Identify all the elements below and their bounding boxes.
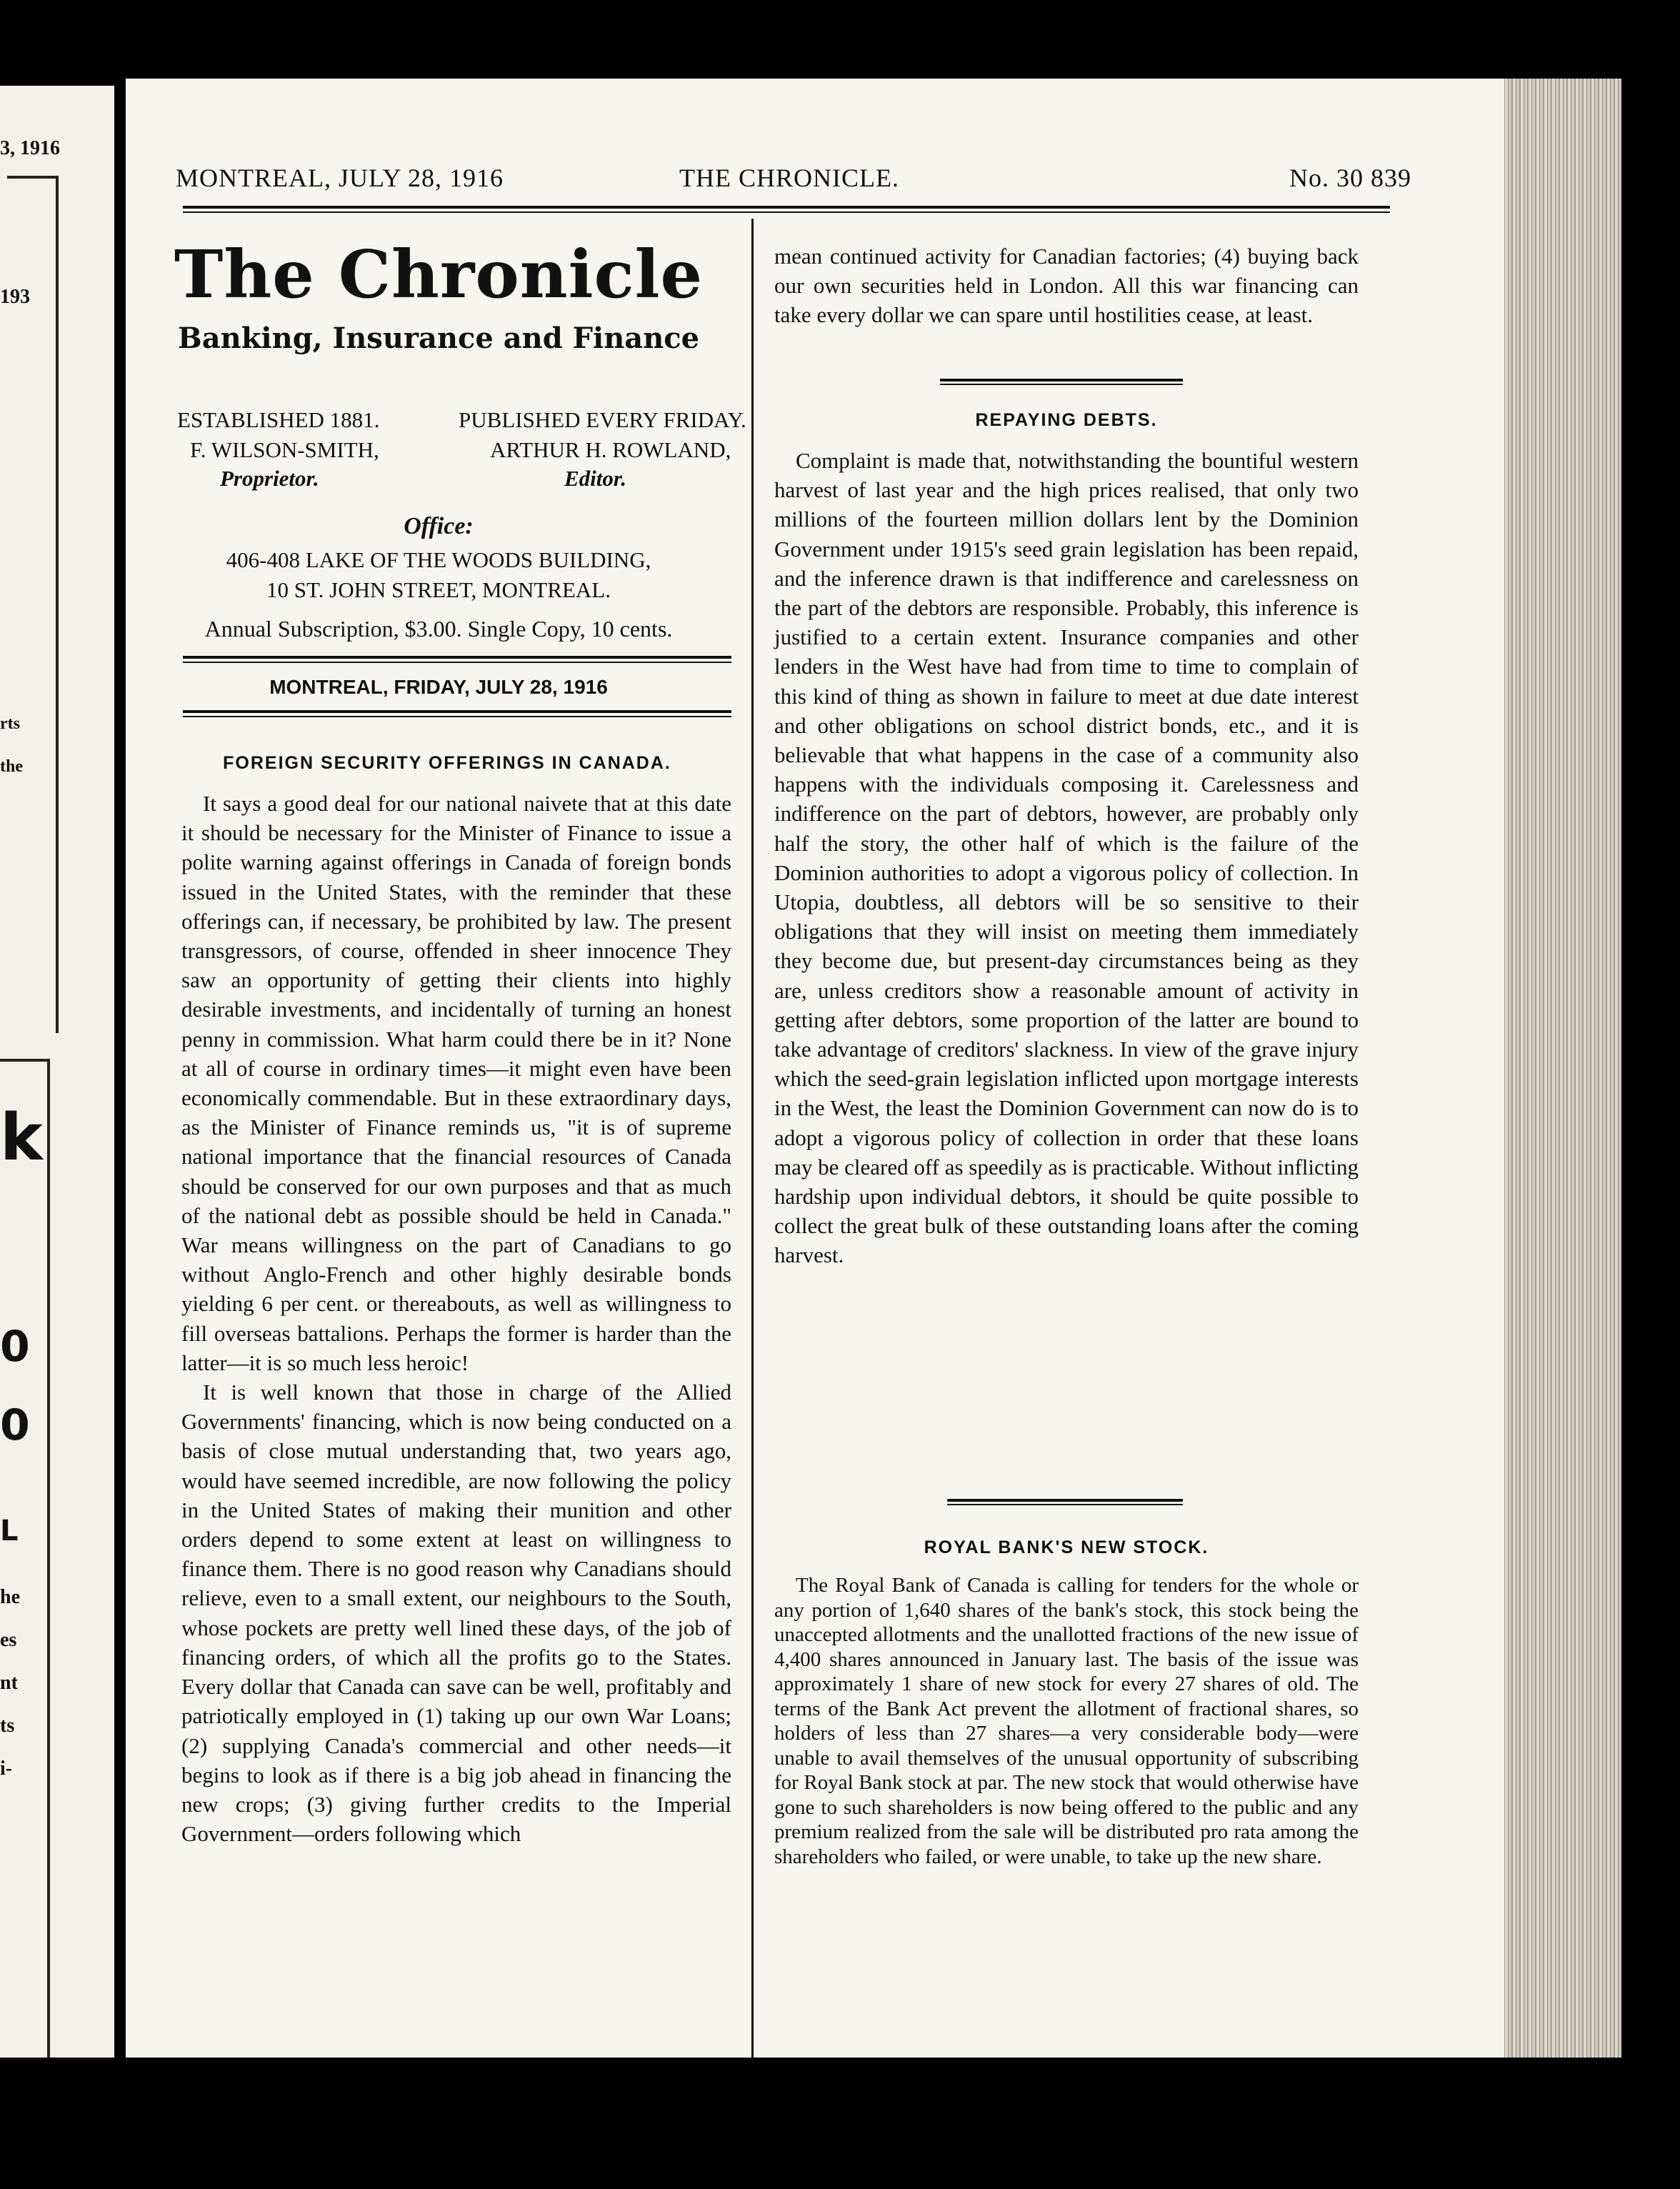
left-page-text: i- [0, 1757, 13, 1780]
proprietor-name: F. WILSON-SMITH, [190, 437, 379, 462]
paragraph: The Royal Bank of Canada is calling for tenders for the whole or any portion of 1,640 shares of the bank's stock, this stock being the unaccepted allotments and the unallotted fractions of the new issue of 4,400 shares announced in January last. The basis of the issue was approximately 1 share of new stock for every 27 shares of old. The terms of the Bank Act prevent the allotment of fractional shares, so holders of less than 27 shares—a very considerable body—were unable to avail themselves of the unusual opportunity of subscribing for Royal Bank stock at par. The new stock that would otherwise have gone to such shareholders is now being offered to the public and any premium realized from the sale will be distributed pro rata among the shareholders who failed, or were unable, to take up the new share. [774, 1574, 1359, 1868]
running-head [176, 163, 1411, 199]
dateline-rule [183, 710, 731, 717]
article-body-foreign-security [181, 789, 731, 1848]
paragraph: It is well known that those in charge of the Allied Governments' financing, which is now being conducted on a basis of close mutual understanding that, two years ago, would have seemed incredible, are now following the policy in the United States of making their munition and other orders depend to some extent at least on willingness to finance them. There is no good reason why Canadians should relieve, even to a small extent, our neighbours to the South, whose pockets are pretty well lined these days, of the job of financing orders, of which all the profits go to the States. Every dollar that Canada can save can be well, profitably and patriotically employed in (1) taking up our own War Loans; (2) supplying Canada's commercial and other needs—it begins to look as if there is a big job ahead in financing the new crops; (3) giving further credits to the Imperial Government—orders following which [181, 1380, 731, 1847]
left-page-rule [0, 1059, 50, 1062]
masthead-title: The Chronicle [174, 236, 704, 313]
left-page-border [47, 1059, 50, 2058]
running-head-title: THE CHRONICLE. [679, 164, 899, 192]
left-page-text: he [0, 1586, 20, 1608]
office-label: Office: [404, 513, 474, 539]
left-page-text: nt [0, 1672, 18, 1694]
proprietor-role: Proprietor. [220, 466, 319, 491]
established: ESTABLISHED 1881. [177, 407, 380, 432]
left-page-text: rts [0, 714, 20, 733]
paragraph: Complaint is made that, notwithstanding the bountiful western harvest of last year and the high prices realised, that only two millions of the fourteen million dollars lent by the Dominion Government under 1915's seed grain legislation has been repaid, and the inference drawn is that indifference and carelessness on the part of the debtors are responsible. Probably, this inference is justified to a certain extent. Insurance companies and other lenders in the West have had from time to time to complain of this kind of thing as shown in failure to meet at due date interest and other obligations on school district bonds, etc., and it is believable that what happens in the case of a community also happens with the individuals composing it. Carelessness and indifference on the part of debtors, however, are probably only half the story, the other half of which is the failure of the Dominion authorities to adopt a vigorous policy of collection. In Utopia, doubtless, all debtors will be so sensitive to their obligations that they will insist on meeting them immediately they become due, but present-day circumstances being as they are, unless creditors show a reasonable amount of activity in getting after debtors, some proportion of the latter are bound to take advantage of creditors' slackness. In view of the grave injury which the seed-grain legislation inflicted upon mortgage interests in the West, the least the Dominion Government can now do is to adopt a vigorous policy of collection in order that these loans may be cleared off as speedily as is practicable. Without inflicting hardship upon individual debtors, it should be quite possible to collect the great bulk of these outstanding loans after the coming harvest. [774, 448, 1359, 1268]
editor-name: ARTHUR H. ROWLAND, [490, 437, 731, 462]
running-head-date: MONTREAL, JULY 28, 1916 [176, 164, 504, 192]
office-address-line-1: 406-408 LAKE OF THE WOODS BUILDING, [226, 547, 651, 572]
left-page-text: 193 [0, 286, 30, 308]
editor-role: Editor. [564, 466, 627, 491]
article-body-royal-bank [774, 1573, 1359, 1869]
left-page-text: 3, 1916 [0, 137, 60, 159]
newspaper-page [126, 79, 1504, 2058]
paragraph: mean continued activity for Canadian factories; (4) buying back our own securities held in London. All this war financing can take every dollar we can spare until hostilities cease, at least. [774, 244, 1359, 328]
running-head-page-number: No. 30 839 [1289, 164, 1411, 192]
paragraph: It says a good deal for our national naivete that at this date it should be necessary for the Minister of Finance to issue a polite warning against offerings in Canada of foreign bonds issued in the United States, with the reminder that these offerings can, if necessary, be prohibited by law. The present transgressors, of course, offended in sheer innocence They saw an opportunity of getting their clients into highly desirable investments, and incidentally of turning an honest penny in commission. What harm could there be in it? None at all of course in ordinary times—it might even have been economically commendable. But in these extraordinary days, as the Minister of Finance reminds us, "it is of supreme national importance that the financial resources of Canada should be conserved for our own purposes and that as much of the national debt as possible should be held in Canada." War means willingness on the part of Canadians to go without Anglo-French and other highly desirable bonds yielding 6 per cent. or thereabouts, as well as willingness to fill overseas battalions. Perhaps the former is harder than the latter—it is so much less heroic! [181, 791, 731, 1375]
office-address-line-2: 10 ST. JOHN STREET, MONTREAL. [266, 577, 611, 602]
left-page-border [56, 176, 59, 1033]
article-heading-foreign-security: FOREIGN SECURITY OFFERINGS IN CANADA. [223, 753, 671, 773]
left-page-text: 0 [0, 1400, 30, 1450]
subscription-rates: Annual Subscription, $3.00. Single Copy, 10 cents. [204, 616, 673, 642]
masthead-rule [183, 656, 731, 663]
section-rule [947, 1499, 1183, 1505]
left-page-text: L [0, 1515, 19, 1547]
article-heading-royal-bank: ROYAL BANK'S NEW STOCK. [924, 1537, 1209, 1557]
column-rule [751, 219, 754, 2065]
article-heading-repaying-debts: REPAYING DEBTS. [975, 410, 1158, 430]
header-rule [183, 206, 1390, 213]
left-page-text: the [0, 757, 23, 776]
left-page-text: ts [0, 1715, 15, 1737]
article-continuation [774, 241, 1359, 330]
article-body-repaying-debts [774, 446, 1359, 1270]
left-page-text: 0 [0, 1322, 30, 1372]
book-page-edge [1493, 79, 1621, 2058]
dateline: MONTREAL, FRIDAY, JULY 28, 1916 [269, 676, 608, 698]
left-page-rule [7, 176, 57, 179]
left-page-text: es [0, 1629, 17, 1651]
left-page-text: k [0, 1100, 43, 1175]
left-page-fragment [0, 86, 114, 2058]
masthead-subtitle: Banking, Insurance and Finance [177, 321, 700, 355]
published-every-friday: PUBLISHED EVERY FRIDAY. [459, 407, 746, 432]
section-rule [940, 379, 1183, 385]
